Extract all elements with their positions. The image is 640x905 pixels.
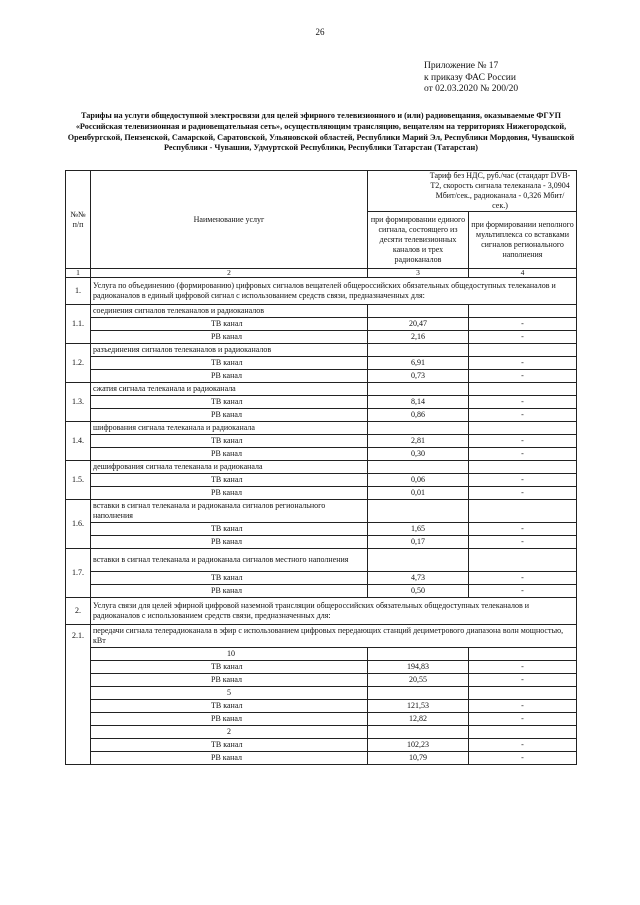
- empty-tariff-dash: -: [469, 448, 577, 461]
- item-label: вставки в сигнал телеканала и радиоканала сигналов местного наполнения: [91, 549, 368, 572]
- empty-tariff-dash: -: [469, 357, 577, 370]
- rv-channel-label: РВ канал: [91, 674, 368, 687]
- page-number: 26: [315, 27, 325, 37]
- table-row: [66, 461, 577, 474]
- tv-channel-label: ТВ канал: [91, 474, 368, 487]
- power-value: 10: [91, 648, 368, 661]
- item-label: дешифрования сигнала телеканала и радиоканала: [91, 461, 368, 474]
- rv-tariff-value: 0,17: [368, 536, 469, 549]
- rv-tariff-value: 2,16: [368, 331, 469, 344]
- rv-channel-label: РВ канал: [91, 536, 368, 549]
- table-row: [66, 383, 577, 396]
- section-text: Услуга по объединению (формированию) цифровых сигналов вещателей общероссийских обязательных общедоступных телеканалов и радиоканалов в единый цифровой сигнал с использованием средств связи, предназначенных для:: [91, 278, 577, 305]
- tv-channel-label: ТВ канал: [91, 700, 368, 713]
- tv-tariff-value: 4,73: [368, 572, 469, 585]
- column-number: 4: [469, 269, 577, 278]
- item-number: 1.1.: [66, 305, 91, 344]
- section-number: 1.: [66, 278, 91, 305]
- tv-channel-label: ТВ канал: [91, 396, 368, 409]
- table-row: [66, 523, 577, 536]
- table-row: [66, 305, 577, 318]
- item-number: 1.7.: [66, 549, 91, 598]
- empty-tariff-dash: -: [469, 409, 577, 422]
- table-row: [66, 739, 577, 752]
- table-row: [66, 598, 577, 625]
- item-number: 1.6.: [66, 500, 91, 549]
- empty-tariff-dash: -: [469, 523, 577, 536]
- rv-tariff-value: 12,82: [368, 713, 469, 726]
- rv-channel-label: РВ канал: [91, 585, 368, 598]
- empty-tariff-dash: -: [469, 739, 577, 752]
- power-value: 2: [91, 726, 368, 739]
- item-number: 1.3.: [66, 383, 91, 422]
- item-number: 1.4.: [66, 422, 91, 461]
- table-row: [66, 585, 577, 598]
- table-row: [66, 648, 577, 661]
- section-number: 2.: [66, 598, 91, 625]
- header-col3: при формировании единого сигнала, состоящего из десяти телевизионных каналов и трех радиоканалов: [368, 212, 469, 269]
- tv-tariff-value: 1,65: [368, 523, 469, 536]
- tv-channel-label: ТВ канал: [91, 357, 368, 370]
- table-row: [66, 409, 577, 422]
- header-col4: при формировании неполного мультиплекса со вставками сигналов регионального наполнения: [469, 212, 577, 269]
- rv-tariff-value: 0,01: [368, 487, 469, 500]
- tv-tariff-value: 20,47: [368, 318, 469, 331]
- column-number: 2: [91, 269, 368, 278]
- item-label: сжатия сигнала телеканала и радиоканала: [91, 383, 368, 396]
- empty-tariff-dash: -: [469, 435, 577, 448]
- table-row: [66, 572, 577, 585]
- section-text: Услуга связи для целей эфирной цифровой наземной трансляции общероссийских обязательных общедоступных телеканалов и радиоканалов с использованием средств связи, предназначенных для:: [91, 598, 577, 625]
- appendix-line-2: к приказу ФАС России: [424, 72, 516, 83]
- tariff-table: [65, 170, 577, 765]
- table-row: [66, 370, 577, 383]
- column-number: 1: [66, 269, 91, 278]
- table-row: [66, 331, 577, 344]
- table-row: [66, 422, 577, 435]
- empty-tariff-dash: -: [469, 661, 577, 674]
- rv-channel-label: РВ канал: [91, 752, 368, 765]
- table-row: [66, 752, 577, 765]
- table-row: [66, 549, 577, 572]
- item-label: шифрования сигнала телеканала и радиоканала: [91, 422, 368, 435]
- rv-channel-label: РВ канал: [91, 370, 368, 383]
- table-row: [66, 536, 577, 549]
- tv-channel-label: ТВ канал: [91, 572, 368, 585]
- item-number: 1.2.: [66, 344, 91, 383]
- empty-tariff-dash: -: [469, 674, 577, 687]
- appendix-reference: [424, 61, 518, 96]
- empty-tariff-dash: -: [469, 536, 577, 549]
- rv-tariff-value: 0,73: [368, 370, 469, 383]
- appendix-line-3: от 02.03.2020 № 200/20: [424, 84, 519, 94]
- empty-tariff-dash: -: [469, 487, 577, 500]
- empty-tariff-dash: -: [469, 474, 577, 487]
- empty-tariff-dash: -: [469, 318, 577, 331]
- rv-tariff-value: 20,55: [368, 674, 469, 687]
- empty-tariff-dash: -: [469, 700, 577, 713]
- rv-channel-label: РВ канал: [91, 487, 368, 500]
- empty-tariff-dash: -: [469, 585, 577, 598]
- table-row: [66, 448, 577, 461]
- table-row: [66, 713, 577, 726]
- tv-tariff-value: 102,23: [368, 739, 469, 752]
- rv-channel-label: РВ канал: [91, 448, 368, 461]
- item-label: соединения сигналов телеканалов и радиоканалов: [91, 305, 368, 318]
- table-row: [66, 687, 577, 700]
- table-row: [66, 700, 577, 713]
- rv-channel-label: РВ канал: [91, 713, 368, 726]
- table-row: [66, 487, 577, 500]
- table-row: [66, 396, 577, 409]
- table-row: [66, 500, 577, 523]
- empty-tariff-dash: -: [469, 331, 577, 344]
- rv-tariff-value: 0,86: [368, 409, 469, 422]
- item-number: 1.5.: [66, 461, 91, 500]
- header-tariff: Тариф без НДС, руб./час (стандарт DVB-T2, скорость сигнала телеканала - 3,0904 Мбит/сек., радиоканала - 0,326 Мбит/сек.): [368, 171, 577, 212]
- header-num: №№ п/п: [66, 171, 91, 269]
- tv-channel-label: ТВ канал: [91, 739, 368, 752]
- column-number: 3: [368, 269, 469, 278]
- rv-tariff-value: 0,30: [368, 448, 469, 461]
- empty-tariff-dash: -: [469, 752, 577, 765]
- rv-channel-label: РВ канал: [91, 331, 368, 344]
- empty-tariff-dash: -: [469, 370, 577, 383]
- table-row: [66, 318, 577, 331]
- table-row: [66, 435, 577, 448]
- rv-tariff-value: 0,50: [368, 585, 469, 598]
- tv-tariff-value: 8,14: [368, 396, 469, 409]
- table-row: [66, 674, 577, 687]
- empty-tariff-dash: -: [469, 396, 577, 409]
- rv-channel-label: РВ канал: [91, 409, 368, 422]
- tv-channel-label: ТВ канал: [91, 661, 368, 674]
- table-row: [66, 661, 577, 674]
- table-row: [66, 726, 577, 739]
- tv-channel-label: ТВ канал: [91, 318, 368, 331]
- item-label: вставки в сигнал телеканала и радиоканала сигналов регионального наполнения: [91, 500, 368, 523]
- table-row: [66, 357, 577, 370]
- table-row: [66, 625, 577, 648]
- header-name: Наименование услуг: [91, 171, 368, 269]
- tv-tariff-value: 194,83: [368, 661, 469, 674]
- tv-tariff-value: 0,06: [368, 474, 469, 487]
- table-row: [66, 474, 577, 487]
- document-title: Тарифы на услуги общедоступной электросвязи для целей эфирного телевизионного и (или) радиовещания, оказываемые ФГУП «Российская телевизионная и радиовещательная сеть», осуществляющим трансляцию, вещателям на территориях Нижегородской, Оренбургской, Пензенской, Самарской, Саратовской, Ульяновской областей, Республики Марий Эл, Республики Мордовия, Чувашской Республики - Чувашии, Удмуртской Республики, Республики Татарстан (Татарстан): [67, 111, 575, 153]
- table-row: [66, 344, 577, 357]
- item-label: передачи сигнала телерадиоканала в эфир с использованием цифровых передающих станций дециметрового диапазона волн мощностью, кВт: [91, 625, 577, 648]
- appendix-line-1: Приложение № 17: [424, 61, 499, 71]
- tv-channel-label: ТВ канал: [91, 435, 368, 448]
- tv-tariff-value: 2,81: [368, 435, 469, 448]
- tv-channel-label: ТВ канал: [91, 523, 368, 536]
- item-number: 2.1.: [66, 625, 91, 765]
- empty-tariff-dash: -: [469, 713, 577, 726]
- power-value: 5: [91, 687, 368, 700]
- empty-tariff-dash: -: [469, 572, 577, 585]
- tv-tariff-value: 121,53: [368, 700, 469, 713]
- rv-tariff-value: 10,79: [368, 752, 469, 765]
- tv-tariff-value: 6,91: [368, 357, 469, 370]
- item-label: разъединения сигналов телеканалов и радиоканалов: [91, 344, 368, 357]
